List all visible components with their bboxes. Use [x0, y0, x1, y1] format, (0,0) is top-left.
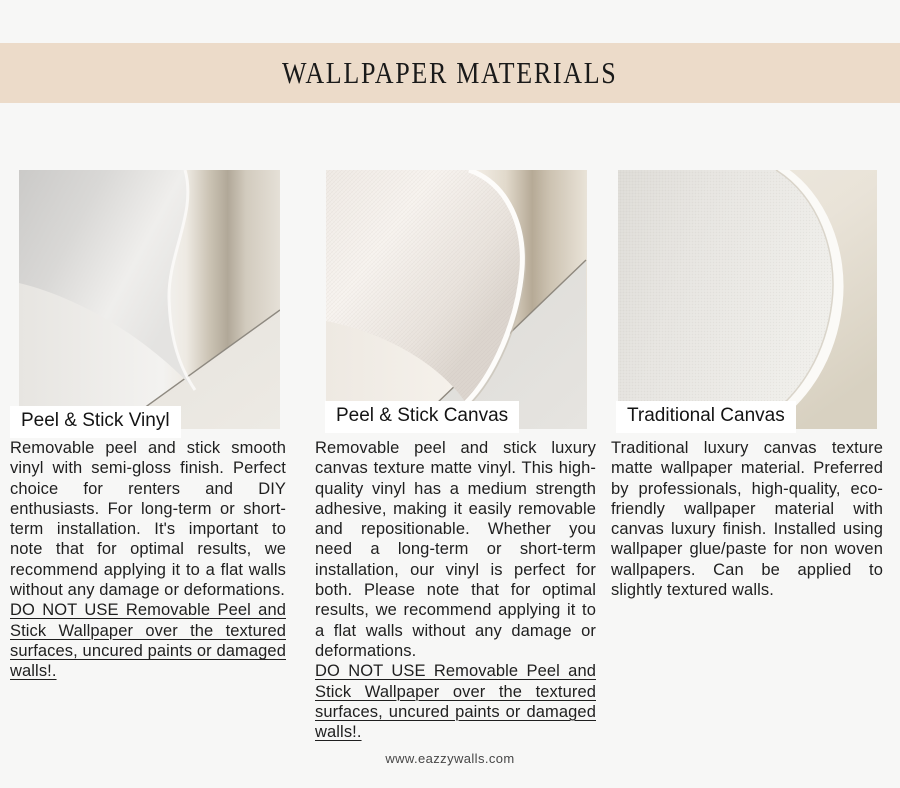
website-text: www.eazzywalls.com: [385, 751, 515, 766]
material-label-peel-stick-vinyl: [10, 406, 181, 438]
photo-smooth-vinyl: [19, 170, 280, 429]
canvas-vinyl-curl-image: [326, 170, 587, 429]
material-warning: DO NOT USE Removable Peel and Stick Wallpaper over the textured surfaces, uncured paints or damaged walls!.: [315, 662, 596, 742]
material-warning: DO NOT USE Removable Peel and Stick Wallpaper over the textured surfaces, uncured paints or damaged walls!.: [10, 601, 286, 681]
description-traditional-canvas: [611, 438, 883, 600]
material-label-peel-stick-canvas: [325, 401, 519, 433]
header-band: [0, 43, 900, 103]
material-description: Removable peel and stick luxury canvas texture matte vinyl. This high-quality vinyl has a medium strength adhesive, making it easily removable and repositionable. Whether you need a long-term or short-term installation, our vinyl is perfect for both. Please note that for optimal results, we recommend applying it to a flat walls without any damage or deformations.: [315, 439, 596, 660]
photo-traditional-canvas: [618, 170, 877, 429]
material-label-traditional-canvas: [616, 401, 796, 433]
traditional-canvas-curl-image: [618, 170, 877, 429]
material-label-text: Peel & Stick Canvas: [336, 405, 509, 426]
photo-canvas-vinyl: [326, 170, 587, 429]
material-description: Removable peel and stick smooth vinyl with semi-gloss finish. Perfect choice for renters and DIY enthusiasts. For long-term or short-term installation. It's important to note that for optimal results, we recommend applying it to a flat walls without any damage or deformations.: [10, 439, 286, 600]
material-label-text: Traditional Canvas: [627, 405, 785, 426]
description-peel-stick-vinyl: [10, 438, 286, 682]
material-label-text: Peel & Stick Vinyl: [21, 410, 170, 431]
material-description: Traditional luxury canvas texture matte wallpaper material. Preferred by professionals, high-quality, eco-friendly wallpaper material with canvas luxury finish. Installed using wallpaper glue/paste for non woven wallpapers. Can be applied to slightly textured walls.: [611, 439, 883, 600]
description-peel-stick-canvas: [315, 438, 596, 742]
page-title: WALLPAPER MATERIALS: [282, 55, 618, 90]
smooth-vinyl-curl-image: [19, 170, 280, 429]
